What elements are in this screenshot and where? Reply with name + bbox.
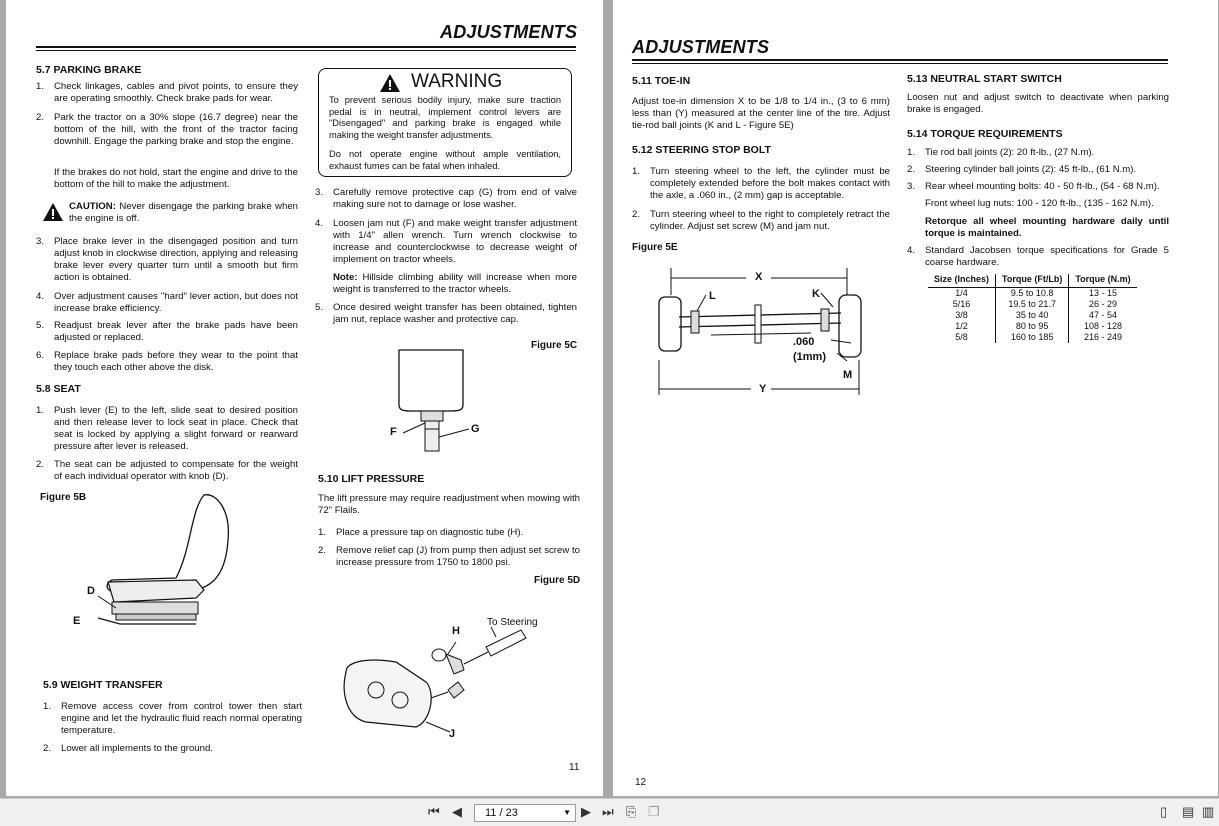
- label-k: K: [812, 288, 820, 300]
- label-g: G: [471, 423, 480, 435]
- label-f: F: [390, 426, 397, 438]
- section-title: 5.8 SEAT: [36, 383, 81, 395]
- continuous-view-icon[interactable]: ▤: [1182, 804, 1195, 819]
- list-item: 2. Steering cylinder ball joints (2): 45 ft-lb., (61 N.m).: [907, 164, 1137, 175]
- header-rule-thin: [36, 50, 576, 51]
- label-y: Y: [759, 383, 767, 395]
- label-l: L: [709, 290, 716, 302]
- paragraph: If the brakes do not hold, start the engine and drive to the bottom of the hill to make the adjustment.: [54, 167, 298, 190]
- list-item: 1. Turn steering wheel to the left, the cylinder must be completely extended before the bolt makes contact with the axle, a .060 in., (2 mm) gap is acceptable.: [632, 166, 890, 201]
- section-title: 5.13 NEUTRAL START SWITCH: [907, 73, 1062, 85]
- single-page-view-icon[interactable]: ▯: [1160, 804, 1168, 819]
- section-title: 5.11 TOE-IN: [632, 75, 691, 87]
- two-page-view-icon[interactable]: ▥: [1202, 804, 1215, 819]
- last-page-icon[interactable]: ⏭: [602, 804, 614, 819]
- label-h: H: [452, 625, 460, 637]
- paragraph: Loosen nut and adjust switch to deactivate when parking brake is engaged.: [907, 92, 1169, 115]
- label-gap-mm: (1mm): [793, 351, 827, 363]
- page-selector[interactable]: [474, 804, 576, 822]
- table-row: 3/8 35 to 40 47 - 54: [928, 310, 1137, 321]
- list-item: 6. Replace brake pads before they wear to the point that they touch each other above the disk.: [36, 350, 298, 373]
- page-number: 12: [635, 777, 647, 788]
- next-page-icon[interactable]: ▶: [581, 804, 591, 819]
- warning-text: To prevent serious bodily injury, make sure traction pedal is in neutral, implement control levers are "Disengaged" and parking brake is engaged while making the weight transfer adjustments.: [329, 95, 561, 140]
- list-item: 1. Push lever (E) to the left, slide seat to desired position and then release lever to lock seat in place. Check that seat is locked by applying a slight forward or rearward pressure after lever is released.: [36, 405, 298, 452]
- previous-page-icon[interactable]: ◀: [452, 804, 462, 819]
- figure-caption: Figure 5E: [632, 242, 678, 253]
- list-item: 2. Turn steering wheel to the right to completely retract the cylinder. Adjust set screw (M) and jam nut.: [632, 209, 890, 232]
- list-item: 1. Check linkages, cables and pivot points, to ensure they are operating smoothly. Check brake pads for wear.: [36, 81, 298, 104]
- pump-illustration: [336, 612, 536, 742]
- list-item: 2. Park the tractor on a 30% slope (16.7 degree) near the bottom of the hill, with the front of the tractor facing downhill. Engage the parking brake and stop the engine.: [36, 112, 298, 147]
- label-m: M: [843, 369, 853, 381]
- header-rule: [632, 59, 1168, 61]
- paragraph: Retorque all wheel mounting hardware daily until torque is maintained.: [925, 216, 1169, 239]
- section-title: 5.14 TORQUE REQUIREMENTS: [907, 128, 1063, 140]
- table-header-row: [928, 274, 1137, 288]
- list-item: 2. The seat can be adjusted to compensate for the weight of each individual operator with knob (D).: [36, 459, 298, 482]
- note: Note: Hillside climbing ability will increase when more weight is transferred to the tractor wheels.: [333, 272, 578, 295]
- warning-title: WARNING: [411, 71, 503, 92]
- table-row: 1/4 9.5 to 10.8 13 - 15: [928, 288, 1137, 300]
- fit-page-icon[interactable]: ❐: [648, 804, 660, 819]
- page-header: ADJUSTMENTS: [440, 22, 578, 42]
- list-item: 3. Rear wheel mounting bolts: 40 - 50 ft-lb., (54 - 68 N.m).: [907, 181, 1160, 192]
- column-header: Torque (Ft/Lb): [996, 274, 1069, 288]
- label-d: D: [87, 585, 95, 597]
- list-item: 5. Readjust break lever after the brake pads have been adjusted or replaced.: [36, 320, 298, 343]
- warning-text: Do not operate engine without ample ventilation, exhaust fumes can be fatal when inhaled.: [329, 149, 561, 171]
- dropdown-arrow-icon: ▼: [563, 808, 571, 817]
- document-page-11: [6, 0, 603, 796]
- page-indicator: 11 / 23: [485, 807, 518, 819]
- list-item: 4. Standard Jacobsen torque specifications for Grade 5 coarse hardware.: [907, 245, 1169, 268]
- table-row: 5/16 19.5 to 21.7 26 - 29: [928, 299, 1137, 310]
- column-header: Size (Inches): [928, 274, 996, 288]
- label-x: X: [755, 271, 763, 283]
- section-title: 5.7 PARKING BRAKE: [36, 64, 142, 76]
- list-item: 3. Carefully remove protective cap (G) from end of valve making sure not to damage or lose washer.: [315, 187, 577, 210]
- viewer-toolbar: [0, 798, 1219, 826]
- page-header: ADJUSTMENTS: [632, 37, 770, 57]
- list-item: 1. Place a pressure tap on diagnostic tube (H).: [318, 527, 524, 538]
- torque-table: [928, 274, 1137, 343]
- label-to-steering: To Steering: [487, 617, 538, 628]
- rotate-icon[interactable]: ⎘: [626, 804, 637, 819]
- table-row: 1/2 80 to 95 108 - 128: [928, 321, 1137, 332]
- paragraph: Adjust toe-in dimension X to be 1/8 to 1/4 in., (3 to 6 mm) less than (Y) measured at the center line of the tire. Adjust tie-rod ball joints (K and L - Figure 5E): [632, 96, 890, 131]
- header-rule-thin: [632, 63, 1168, 64]
- header-rule: [36, 46, 576, 48]
- label-gap: .060: [793, 336, 815, 348]
- list-item: 2. Lower all implements to the ground.: [43, 743, 213, 754]
- list-item: 1. Tie rod ball joints (2): 20 ft-lb., (27 N.m).: [907, 147, 1095, 158]
- caution-note: CAUTION: Never disengage the parking brake when the engine is off.: [69, 201, 298, 224]
- paragraph: Front wheel lug nuts: 100 - 120 ft-lb., (135 - 162 N.m).: [925, 198, 1154, 209]
- label-e: E: [73, 615, 81, 627]
- page-number: 11: [569, 762, 580, 773]
- document-page-12: [613, 0, 1218, 796]
- label-j: J: [449, 728, 456, 740]
- list-item: 2. Remove relief cap (J) from pump then adjust set screw to increase pressure from 1750 to 1800 psi.: [318, 545, 580, 568]
- list-item: 1. Remove access cover from control tower then start engine and let the hydraulic fluid reach normal operating temperature.: [43, 701, 302, 736]
- warning-box: [318, 68, 572, 177]
- seat-illustration: [76, 490, 246, 640]
- figure-caption: Figure 5D: [534, 575, 581, 586]
- column-header: Torque (N.m): [1069, 274, 1137, 288]
- section-title: 5.9 WEIGHT TRANSFER: [43, 679, 163, 691]
- table-row: 5/8 160 to 185 216 - 249: [928, 332, 1137, 343]
- list-item: 4. Loosen jam nut (F) and make weight transfer adjustment with 1/4" allen wrench. Turn wrench clockwise to increase and counterclockwise to decrease weight of implement on tractor wheels.: [315, 218, 577, 265]
- first-page-icon[interactable]: ⏮: [428, 804, 440, 819]
- section-title: 5.12 STEERING STOP BOLT: [632, 144, 771, 156]
- figure-caption: Figure 5C: [531, 340, 578, 351]
- list-item: 4. Over adjustment causes "hard" lever action, but does not increase brake efficiency.: [36, 291, 298, 314]
- list-item: 3. Place brake lever in the disengaged position and turn adjust knob in clockwise direction, applying and releasing brake lever every quarter turn until a smooth but firm action is obtained.: [36, 236, 298, 283]
- figure-caption: Figure 5B: [40, 492, 87, 503]
- list-item: 5. Once desired weight transfer has been obtained, tighten jam nut, replace washer and protective cap.: [315, 302, 577, 325]
- section-title: 5.10 LIFT PRESSURE: [318, 473, 425, 485]
- paragraph: The lift pressure may require readjustment when mowing with 72" Flails.: [318, 493, 580, 516]
- valve-illustration: [391, 345, 501, 455]
